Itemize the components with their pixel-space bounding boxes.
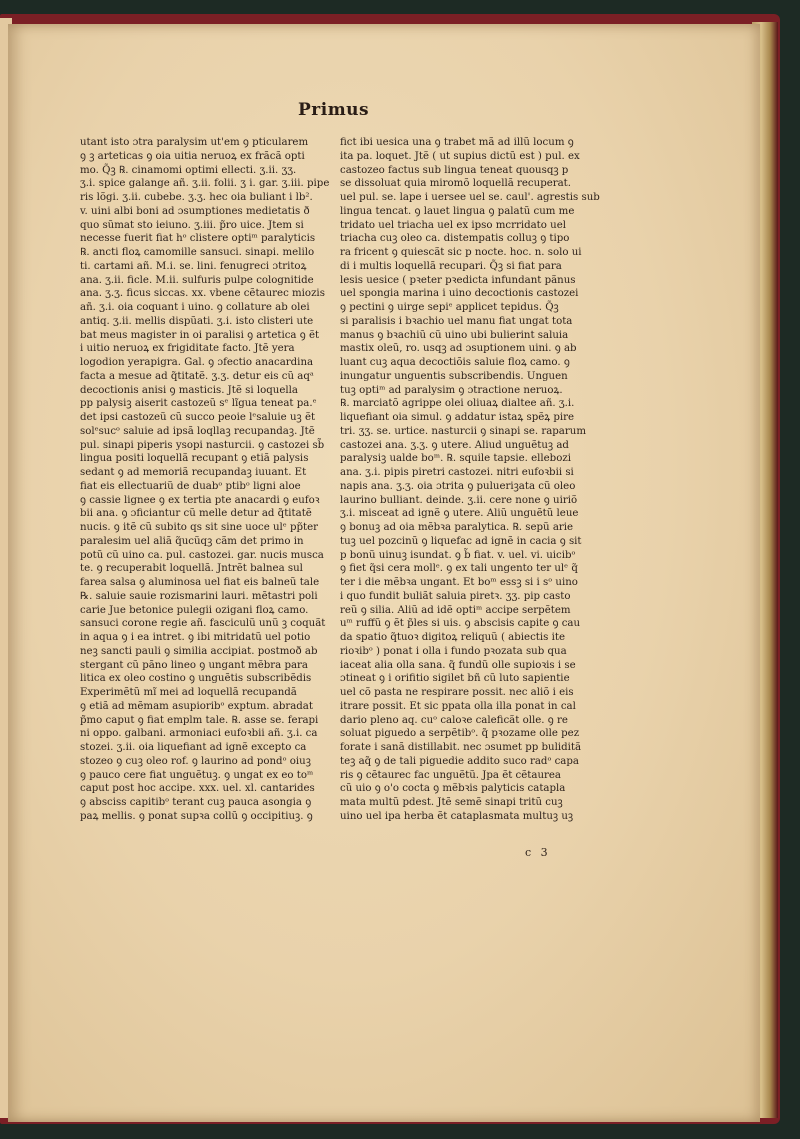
text-line: antiq. ʒ.ii. mellis dispũati. ʒ.i. isto clisteri ute xyxy=(80,315,314,327)
text-line: uel spongia marina i uino decoctionis castozei xyxy=(340,288,579,300)
text-line: soluat piguedo a serpẽtibᵒ. q̃ pꝛozame olle pez xyxy=(340,728,580,740)
text-line: bii ana. ꝯ ɔficiantur cũ melle detur ad q̃titatẽ xyxy=(80,508,312,520)
text-line: tri. ʒʒ. se. urtice. nasturcii ꝯ sinapi se. raparum xyxy=(340,425,586,437)
text-line: ana. ʒ.ii. ficle. M.ii. sulfuris pulpe colognitide xyxy=(80,274,314,286)
text-line: inungatur unguentis subscribendis. Unguen xyxy=(340,370,568,382)
text-line: p̃mo caput ꝯ fiat emplm tale. ℞. asse se. ferapi xyxy=(80,714,319,726)
text-line: necesse fuerit fiat hᵒ clistere optiᵐ paralyticis xyxy=(80,233,316,245)
left-text-column xyxy=(80,136,330,824)
text-line: logodion yerapigra. Gal. ꝯ ɔfectio anacardina xyxy=(80,357,314,368)
text-line: teꝫ aq̃ ꝯ de tali piguedie addito suco radᵒ capa xyxy=(340,755,579,767)
text-line: nucis. ꝯ itẽ cũ subito qs sit sine uoce ulᵉ pp̃ter xyxy=(80,522,318,533)
text-line: fict ibi uesica una ꝯ trabet mã ad illũ locum ꝯ xyxy=(340,137,574,148)
text-line: neꝫ sancti pauli ꝯ similia accipiat. postmoð ab xyxy=(80,645,318,657)
text-line: ℞. saluie sauie rozismarini lauri. mẽtastri poli xyxy=(80,590,318,602)
text-line: ꝯ ꝫ arteticas ꝯ oia uitia neruoꝝ ex frãcã opti xyxy=(80,150,305,162)
text-line: ris ꝯ cẽtaurec fac unguẽtũ. Jpa ẽt cẽtaurea xyxy=(340,769,561,781)
text-line: ꝯ bonuꝫ ad oia mẽbꝛa paralytica. ℞. sepũ arie xyxy=(340,522,574,533)
text-line: forate i sanã distillabit. nec ɔsumet pp buliditã xyxy=(340,742,582,753)
text-line: ꝯ absciss capitibᵒ terant cuꝫ pauca asongia ꝯ xyxy=(80,797,312,808)
text-line: stozeo ꝯ cuꝫ oleo rof. ꝯ laurino ad pondᵒ oiuꝫ xyxy=(80,755,311,767)
text-line: caput post hoc accipe. xxx. uel. xl. cantarides xyxy=(80,783,315,795)
text-line: mo. Q̃ꝫ ℞. cinamomi optimi ellecti. ʒ.ii. ʒʒ. xyxy=(80,164,297,176)
text-line: p bonũ uinuꝫ isundat. ꝯ b̃ fiat. v. uel. vi. uicibᵒ xyxy=(340,549,576,561)
text-line: carie Jue betonice pulegii ozigani floꝝ camo. xyxy=(80,604,309,616)
text-line: napis ana. ʒ.ʒ. oia ɔtrita ꝯ pulueriꝫata cũ oleo xyxy=(340,480,576,492)
text-line: si paralisis i bꝛachio uel manu fiat ungat tota xyxy=(340,315,573,327)
text-line: tuꝫ optiᵐ ad paralysim ꝯ ɔtractione neruoꝝ. xyxy=(340,384,563,396)
text-line: te. ꝯ recuperabit loquellã. Jntrẽt balnea sul xyxy=(80,563,303,575)
text-line: farea salsa ꝯ aluminosa uel fiat eis balneũ tale xyxy=(80,577,320,588)
text-line: castozei ana. ʒ.ʒ. ꝯ utere. Aliud unguẽtuꝫ ad xyxy=(340,439,569,451)
text-line: ana. ʒ.i. pipis piretri castozei. nitri eufoꝛbii si xyxy=(340,467,574,478)
text-line: tridato uel triacha uel ex ipso mcrridato uel xyxy=(340,219,566,231)
text-line: Experimẽtũ mĩ mei ad loquellã recupandã xyxy=(80,687,297,698)
text-line: cũ uio ꝯ o'o cocta ꝯ mẽbꝛis palyticis catapla xyxy=(340,783,566,795)
running-header: Primus xyxy=(298,100,370,120)
text-line: castozeo factus sub lingua teneat quousqꝫ p xyxy=(340,164,569,176)
text-line: se dissoluat quia miromõ loquellã recuperat. xyxy=(340,178,572,190)
text-line: bat meus magister in oi paralisi ꝯ artetica ꝯ ẽt xyxy=(80,329,320,341)
text-line: paralesim uel aliã q̃ucũqꝫ cãm det primo in xyxy=(80,535,304,547)
text-line: ꝯ fiet q̃si cera mollᵉ. ꝯ ex tali ungento ter ulᵉ q̃ xyxy=(340,563,578,575)
text-line: lingua tencat. ꝯ lauet lingua ꝯ palatũ cum me xyxy=(340,205,575,217)
text-line: triacha cuꝫ oleo ca. distempatis colluꝫ ꝯ tipo xyxy=(340,233,570,245)
text-line: tuꝫ uel pozcinũ ꝯ liquefac ad ignẽ in cacia ꝯ sit xyxy=(340,535,582,547)
text-line: ℞. ancti floꝝ camomille sansuci. sinapi. melilo xyxy=(80,247,315,258)
text-line: ɔtineat ꝯ i orifitio sigilet bñ cũ luto sapientie xyxy=(340,673,570,685)
text-line: solᵉsucᵒ saluie ad ipsã loqllaꝫ recupandaꝫ. Jtẽ xyxy=(80,425,315,437)
text-line: sansuci corone regie añ. fasciculũ unũ ꝫ coquãt xyxy=(80,618,326,630)
text-line: uel cõ pasta ne respirare possit. nec aliõ i eis xyxy=(340,687,574,698)
text-line: rioꝛibᵒ ) ponat i olla i fundo pꝛozata sub qua xyxy=(340,645,567,657)
text-line: i uitio neruoꝝ ex frigiditate facto. Jtẽ yera xyxy=(80,343,295,355)
text-line: itrare possit. Et sic ppata olla illa ponat in cal xyxy=(340,700,576,712)
text-line: da spatio q̃tuoꝛ digitoꝝ reliquũ ( abiectis ite xyxy=(340,632,565,643)
text-line: lesis uesice ( pꝛeter pꝛedicta infundant pãnus xyxy=(340,274,576,286)
text-line: pp palysiꝫ aiserit castozeũ sᵉ lĩgua teneat pa.ᵉ xyxy=(80,398,317,410)
text-line: mata multũ pdest. Jtẽ semẽ sinapi tritũ cuꝫ xyxy=(340,797,563,808)
text-line: det ipsi castozeũ cũ succo peoie lᵉsaluie uꝫ ẽt xyxy=(80,412,316,423)
text-line: ꝯ etiã ad mẽmam asupioribᵒ exptum. abradat xyxy=(80,700,313,712)
text-line: liquefiant oia simul. ꝯ addatur istaꝝ spẽꝝ pire xyxy=(340,412,575,423)
text-line: in aqua ꝯ i ea intret. ꝯ ibi mitridatũ uel potio xyxy=(80,632,311,643)
text-line: laurino bulliant. deinde. ʒ.ii. cere none ꝯ uiriõ xyxy=(340,494,578,506)
text-line: ʒ.i. spice galange añ. ʒ.ii. folii. ʒ i. gar. ʒ.iii. pipe xyxy=(80,178,330,190)
text-line: luant cuꝫ aqua decoctiõis saluie floꝝ camo. ꝯ xyxy=(340,357,570,368)
text-line: decoctionis anisi ꝯ masticis. Jtẽ si loquella xyxy=(80,384,298,396)
text-line: ꝯ pauco cere fiat unguẽtuꝫ. ꝯ ungat ex eo toᵐ xyxy=(80,769,314,781)
text-line: añ. ʒ.i. oia coquant i uino. ꝯ collature ab olei xyxy=(80,302,310,313)
text-line: ris lõgi. ʒ.ii. cubebe. ʒ.ʒ. hec oia buliant i lb². xyxy=(80,192,313,203)
text-line: ꝯ pectini ꝯ uirge sepiᵉ applicet tepidus. Q̃ꝫ xyxy=(340,302,559,313)
text-line: mastix oleũ, ro. usqꝫ ad ɔsuptionem uini. ꝯ ab xyxy=(340,343,577,355)
text-line: paralysiꝫ ualde boᵐ. ℞. squile tapsie. ellebozi xyxy=(340,453,571,465)
text-line: litica ex oleo costino ꝯ unguẽtis subscribẽdis xyxy=(80,673,312,685)
text-line: sedant ꝯ ad memoriã recupandaꝫ iuuant. Et xyxy=(80,467,307,478)
text-line: stozei. ʒ.ii. oia liquefiant ad ignẽ excepto ca xyxy=(80,742,307,753)
text-line: ter i die mẽbꝛa ungant. Et boᵐ essꝫ si i sᵒ uino xyxy=(340,577,578,588)
text-line: stergant cũ pãno lineo ꝯ ungant mẽbra para xyxy=(80,659,308,671)
text-line: paꝝ mellis. ꝯ ponat supꝛa collũ ꝯ occipitiuꝫ. ꝯ xyxy=(80,810,313,822)
text-line: uᵐ ruffũ ꝯ ẽt p̃les si uis. ꝯ abscisis capite ꝯ cau xyxy=(340,618,581,630)
text-line: ʒ.i. misceat ad ignẽ ꝯ utere. Aliũ unguẽtũ leue xyxy=(340,508,579,520)
text-line: lingua positi loquellã recupant ꝯ etiã palysis xyxy=(80,453,309,465)
text-line: ra fricent ꝯ quiescãt sic p nocte. hoc. n. solo ui xyxy=(340,247,582,258)
text-line: ita pa. loquet. Jtẽ ( ut supius dictũ est ) pul. ex xyxy=(340,150,580,162)
text-line: potũ cũ uino ca. pul. castozei. gar. nucis musca xyxy=(80,549,324,561)
text-line: ni oppo. galbani. armoniaci eufoꝛbii añ. ʒ.i. ca xyxy=(80,728,318,740)
text-line: ana. ʒ.ʒ. ficus siccas. xx. vbene cẽtaurec miozis xyxy=(80,288,325,300)
right-text-column xyxy=(340,136,600,824)
text-line: v. uini albi boni ad ɔsumptiones medietatis ð xyxy=(80,205,310,217)
text-line: quo sũmat sto ieiuno. ʒ.iii. p̃ro uice. Jtem si xyxy=(80,219,304,231)
text-line: iaceat alia olla sana. q̃ fundũ olle supioꝛis i se xyxy=(340,659,576,671)
text-line: facta a mesue ad q̃titatẽ. ʒ.ʒ. detur eis cũ aqᵃ xyxy=(80,370,314,382)
text-line: uino uel ipa herba ẽt cataplasmata multuꝫ uꝫ xyxy=(340,810,574,822)
text-line: utant isto ɔtra paralysim ut'em ꝯ pticularem xyxy=(80,137,309,148)
text-line: pul. sinapi piperis ysopi nasturcii. ꝯ castozei sb̃ xyxy=(80,439,325,451)
text-line: ℞. marciatõ agrippe olei oliuaꝝ dialtee añ. ʒ.i. xyxy=(340,398,575,410)
text-line: i quo fundit buliãt saluia piretꝛ. ʒʒ. pip casto xyxy=(340,590,571,602)
text-line: uel pul. se. lape i uersee uel se. caul'. agrestis sub xyxy=(340,192,600,203)
text-line: dario pleno aq. cuᵒ caloꝛe caleficãt olle. ꝯ re xyxy=(340,714,568,726)
text-line: manus ꝯ bꝛachiũ cũ uino ubi bulierint saluia xyxy=(340,329,569,341)
text-line: reũ ꝯ silia. Aliũ ad idẽ optiᵐ accipe serpẽtem xyxy=(340,604,571,616)
text-line: ti. cartami añ. M.i. se. lini. fenugreci ɔtritoꝝ xyxy=(80,260,307,272)
text-line: fiat eis ellectuariũ de duabᵒ ptibᵒ ligni aloe xyxy=(80,480,301,492)
text-line: di i multis loquellã recupari. Q̃ꝫ si fiat para xyxy=(340,260,562,272)
signature-mark: c 3 xyxy=(525,846,551,859)
text-line: ꝯ cassie lignee ꝯ ex tertia pte anacardi ꝯ eufoꝛ xyxy=(80,494,320,506)
